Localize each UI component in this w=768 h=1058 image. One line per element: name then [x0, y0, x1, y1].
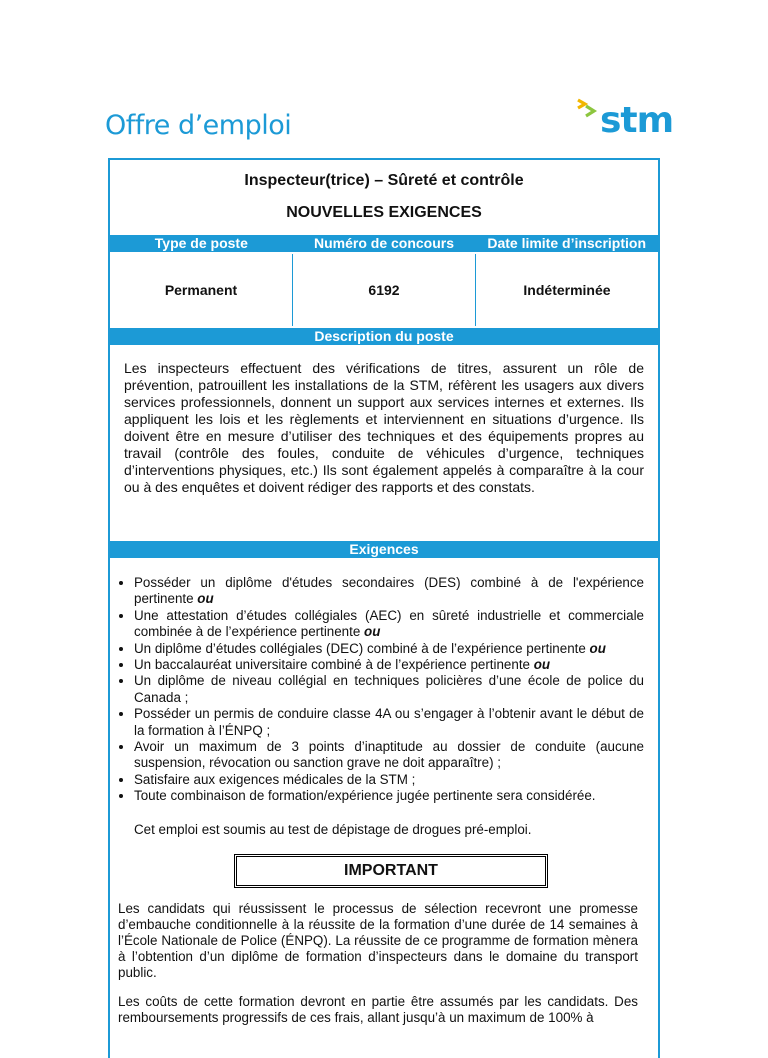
- description-heading: Description du poste: [110, 328, 658, 345]
- info-table-header: [110, 235, 658, 252]
- header-competition-number: Numéro de concours: [313, 235, 455, 251]
- requirement-item: • Toute combinaison de formation/expérience jugée pertinente sera considérée.: [134, 788, 644, 804]
- requirements-heading: Exigences: [110, 541, 658, 558]
- value-job-type: Permanent: [164, 282, 238, 298]
- important-paragraph-2: Les coûts de cette formation devront en partie être assumés par les candidats. Des remboursements progressifs de ces frais, allant jusqu’à un maximum de 100% à: [118, 994, 638, 1025]
- requirement-item: • Un diplôme d’études collégiales (DEC) combiné à de l’expérience pertinente ou: [134, 641, 644, 657]
- value-deadline: Indéterminée: [475, 254, 658, 326]
- requirement-item: • Un baccalauréat universitaire combiné à de l’expérience pertinente ou: [134, 657, 644, 673]
- important-paragraph-1: Les candidats qui réussissent le processus de sélection recevront une promesse d’embauche conditionnelle à la réussite de la formation d’une durée de 14 semaines à l’École Nationale de Police (ÉNPQ). La réussite de ce programme de formation mènera à l’obtention d’un diplôme de formation d’inspecteurs dans le domaine du transport public.: [118, 901, 638, 980]
- header-deadline: Date limite d’inscription: [487, 235, 647, 251]
- header-job-type: Type de poste: [154, 235, 248, 251]
- requirements-list: [120, 575, 644, 805]
- requirement-item: • Posséder un diplôme d'études secondaires (DES) combiné à de l'expérience pertinente ou: [134, 575, 644, 608]
- requirement-item: • Avoir un maximum de 3 points d’inaptitude au dossier de conduite (aucune suspension, révocation ou sanction grave ne doit apparaître) ;: [134, 739, 644, 772]
- requirement-item: • Un diplôme de niveau collégial en techniques policières d’une école de police du Canada ;: [134, 673, 644, 706]
- important-box: IMPORTANT: [234, 854, 548, 888]
- value-competition-number: 6192: [292, 254, 475, 326]
- description-text: Les inspecteurs effectuent des vérifications de titres, assurent un rôle de prévention, patrouillent les installations de la STM, réfèrent les usagers aux divers services professionnels, donnent un support aux services internes et externes. Ils appliquent les lois et les règlements et interviennent en situations d’urgence. Ils doivent être en mesure d’utiliser des techniques et des équipements propres au travail (contrôle des foules, conduite de véhicules d’urgence, techniques d’interventions physiques, etc.) Ils sont également appelés à comparaître à la cour ou à des enquêtes et doivent rédiger des rapports et des constats.: [124, 360, 644, 495]
- job-offer-frame: [108, 158, 660, 1058]
- logo-text: stm: [600, 100, 674, 141]
- info-table-row: [110, 254, 658, 326]
- drug-test-note: Cet emploi est soumis au test de dépistage de drogues pré-emploi.: [134, 822, 532, 837]
- requirement-item: • Posséder un permis de conduire classe 4A ou s’engager à l’obtenir avant le début de la formation à l’ÉNPQ ;: [134, 706, 644, 739]
- requirement-item: • Satisfaire aux exigences médicales de la STM ;: [134, 772, 644, 788]
- requirement-item: • Une attestation d’études collégiales (AEC) en sûreté industrielle et commerciale combinée à de l’expérience pertinente ou: [134, 608, 644, 641]
- page-heading: Offre d’emploi: [105, 110, 292, 141]
- job-subtitle: NOUVELLES EXIGENCES: [286, 204, 482, 221]
- stm-logo: [576, 96, 674, 144]
- job-title: Inspecteur(trice) – Sûreté et contrôle: [244, 172, 524, 189]
